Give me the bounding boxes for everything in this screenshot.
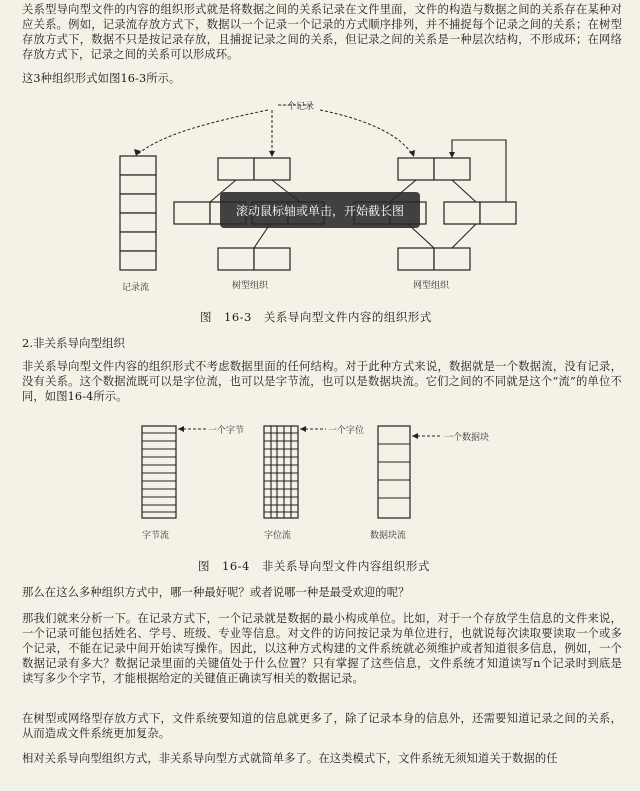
paragraph-question: 那么在这么多种组织方式中，哪一种最好呢？或者说哪一种是最受欢迎的呢？ <box>22 586 410 599</box>
label-one-block: 一个数据块 <box>444 433 490 443</box>
paragraph-relational-org: 关系型导向型文件的内容的组织形式就是将数据之间的关系记录在文件里面，文件的构造与数据之间的关系存在某种对应关系。例如，记录流存放方式下，数据以一个记录一个记录的方式顺序排列，并不捕捉每个记录之间的关系；在树型存放方式下，数据不只是按记录存放，且捕捉记录之间的关系，但记录之间的关系是一种层次结构，不形成环；在网络存放方式下，记录之间的关系可以形成环。 <box>22 3 622 61</box>
label-one-byte: 一个字节 <box>208 426 245 436</box>
paragraph-analysis: 那我们就来分析一下。在记录方式下，一个记录就是数据的最小构成单位。比如，对于一个存放学生信息的文件来说，一个记录可能包括姓名、学号、班级、专业等信息。对文件的访问按记录为单位进行，也就说每次读取要读取一个或多个记录，不能在记录中间开始读写操作。因此，以这种方式构建的文件系统就必须维护或者知道很多信息，例如，一个数据记录有多大？数据记录里面的关键值处于什么位置？只有掌握了这些信息，文件系统才知道读写n个记录时到底是读写多少个字节，才能根据给定的关键值正确读写相关的数据记录。 <box>22 612 622 685</box>
label-tree-org: 树型组织 <box>232 281 269 291</box>
record-stream-column <box>120 156 156 270</box>
label-block-stream: 数据块流 <box>370 531 407 541</box>
label-byte-stream: 字节流 <box>142 531 170 541</box>
label-network-org: 网型组织 <box>413 281 450 291</box>
label-bit-stream: 字位流 <box>264 531 292 541</box>
paragraph-tree-network: 在树型或网络型存放方式下，文件系统要知道的信息就更多了，除了记录本身的信息外，还需要知道记录之间的关系，从而造成文件系统更加复杂。 <box>22 712 622 740</box>
byte-stream <box>142 426 206 518</box>
label-record-stream: 记录流 <box>122 283 150 293</box>
paragraph-nonrelational-org: 非关系导向型文件内容的组织形式不考虑数据里面的任何结构。对于此种方式来说，数据就是一个数据流，没有记录，没有关系。这个数据流既可以是字位流，也可以是字节流，也可以是数据块流。它们之间的不同就是这个“流”的单位不同，如图16-4所示。 <box>22 360 622 403</box>
paragraph-figure-ref: 这3种组织形式如图16-3所示。 <box>22 72 181 85</box>
figure-16-3-caption: 图 16-3 关系导向型文件内容的组织形式 <box>200 310 432 324</box>
label-one-record: 一个记录 <box>278 102 315 112</box>
bit-stream <box>264 426 326 518</box>
block-stream <box>378 426 442 518</box>
section-heading-nonrelational: 2.非关系导向型组织 <box>22 336 125 350</box>
paragraph-nonrelational-simple: 相对关系导向型组织方式，非关系导向型方式就简单多了。在这类模式下，文件系统无须知道关于数据的任 <box>22 752 558 765</box>
label-one-bit: 一个字位 <box>328 426 365 436</box>
figure-16-4 <box>130 416 510 546</box>
figure-16-4-caption: 图 16-4 非关系导向型文件内容组织形式 <box>198 559 430 573</box>
screenshot-toast[interactable]: 滚动鼠标轴或单击，开始截长图 <box>220 192 420 228</box>
